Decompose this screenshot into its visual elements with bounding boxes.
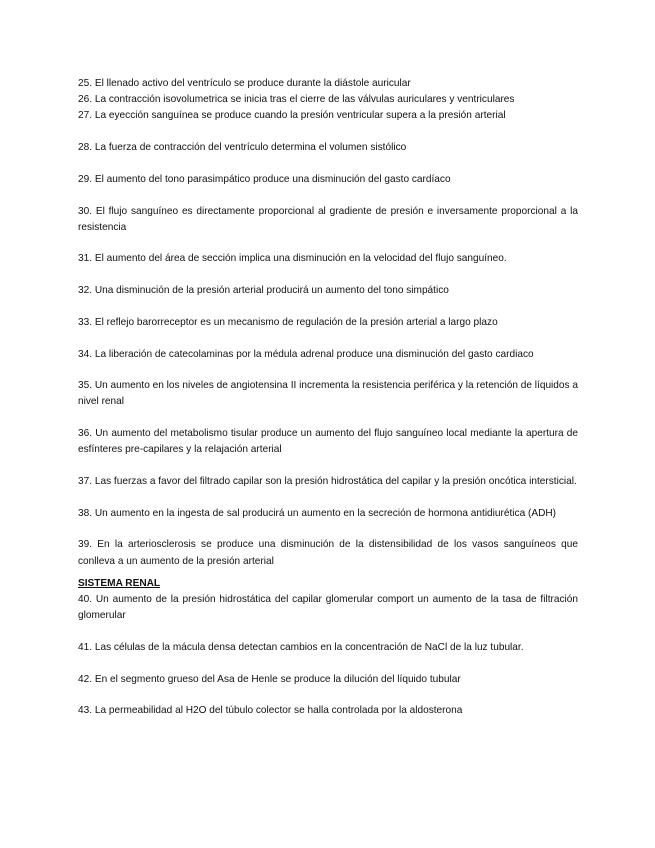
section-heading: SISTEMA RENAL	[78, 577, 161, 589]
list-item: 38. Un aumento en la ingesta de sal producirá un aumento en la secreción de hormona antidiurética (ADH)	[78, 507, 557, 519]
list-item: 35. Un aumento en los niveles de angiotensina II incrementa la resistencia periférica y la retención de líquidos a nivel renal	[78, 380, 578, 408]
list-item: 31. El aumento del área de sección implica una disminución en la velocidad del flujo sanguíneo.	[78, 253, 507, 265]
list-item: 41. Las células de la mácula densa detectan cambios en la concentración de NaCl de la luz tubular.	[78, 641, 524, 653]
list-item: 33. El reflejo barorreceptor es un mecanismo de regulación de la presión arterial a largo plazo	[78, 316, 498, 328]
list-item: 34. La liberación de catecolaminas por la médula adrenal produce una disminución del gasto cardiaco	[78, 348, 534, 360]
list-item: 40. Un aumento de la presión hidrostática del capilar glomerular comport un aumento de la tasa de filtración glomerular	[78, 594, 578, 622]
list-item: 42. En el segmento grueso del Asa de Henle se produce la dilución del líquido tubular	[78, 673, 461, 685]
list-item: 29. El aumento del tono parasimpático produce una disminución del gasto cardíaco	[78, 173, 451, 185]
list-item: 28. La fuerza de contracción del ventrículo determina el volumen sistólico	[78, 142, 407, 154]
list-item: 27. La eyección sanguínea se produce cuando la presión ventricular supera a la presión arterial	[78, 110, 506, 122]
question-list	[78, 76, 578, 735]
list-item: 43. La permeabilidad al H2O del túbulo colector se halla controlada por la aldosterona	[78, 705, 463, 717]
list-item: 39. En la arteriosclerosis se produce una disminución de la distensibilidad de los vasos sanguíneos que conlleva a un aumento de la presión arterial	[78, 539, 578, 567]
list-item: 25. El llenado activo del ventrículo se produce durante la diástole auricular	[78, 78, 411, 89]
list-item: 26. La contracción isovolumetrica se inicia tras el cierre de las válvulas auriculares y ventriculares	[78, 94, 515, 106]
list-item: 30. El flujo sanguíneo es directamente proporcional al gradiente de presión e inversamente proporcional a la resistencia	[78, 205, 578, 233]
list-item: 37. Las fuerzas a favor del filtrado capilar son la presión hidrostática del capilar y la presión oncótica intersticial.	[78, 476, 577, 488]
list-item: 32. Una disminución de la presión arterial producirá un aumento del tono simpático	[78, 285, 449, 297]
list-item: 36. Un aumento del metabolismo tisular produce un aumento del flujo sanguíneo local mediante la apertura de esfínteres pre-capilares y la relajación arterial	[78, 428, 578, 456]
